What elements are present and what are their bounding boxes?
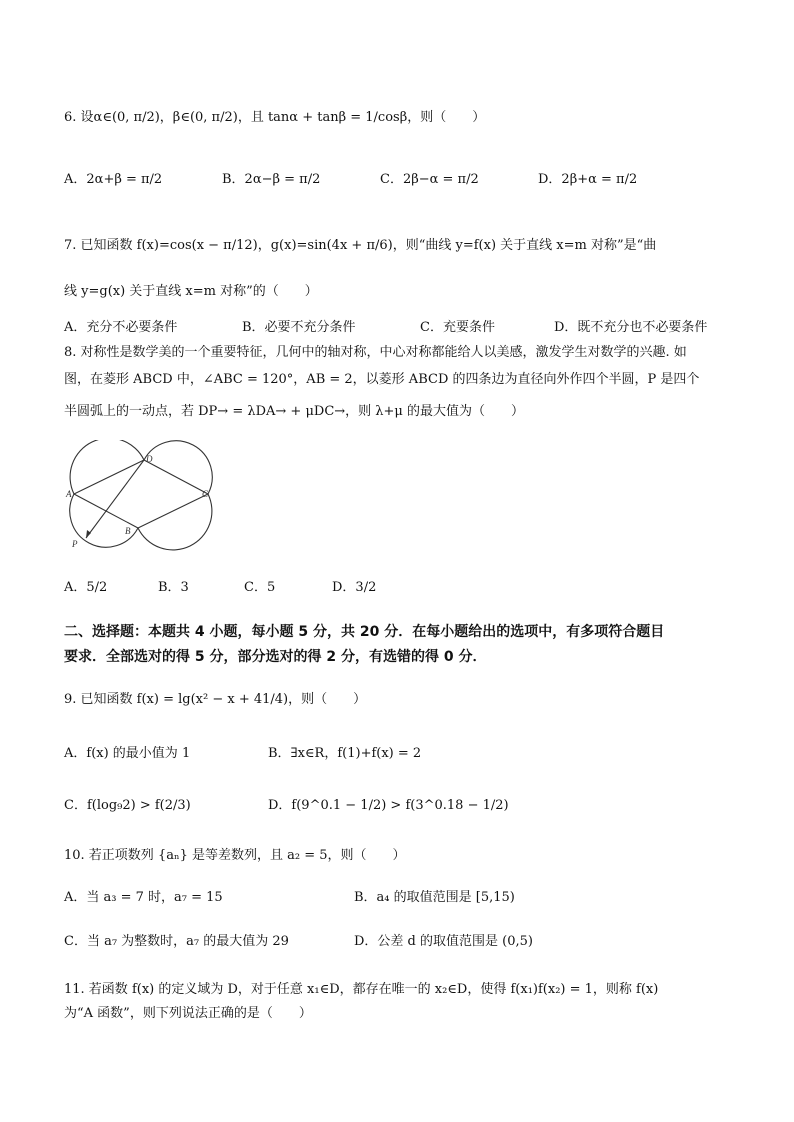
label-d: D (146, 454, 153, 464)
q7-option-c: C．充要条件 (420, 320, 495, 335)
semicircle-dc (144, 441, 212, 494)
semicircle-ad (70, 440, 144, 494)
q8-option-b: B．3 (158, 580, 189, 595)
label-a: A (66, 489, 72, 499)
q8-option-c: C．5 (244, 580, 276, 595)
section2-heading-line2: 要求．全部选对的得 5 分，部分选对的得 2 分，有选错的得 0 分． (64, 649, 487, 665)
q7-options (64, 318, 744, 338)
q8-options (64, 568, 464, 608)
q8-option-d: D．3/2 (332, 580, 377, 595)
label-c: C (202, 489, 209, 499)
q9-option-c: C．f(log₉2) > f(2/3) (64, 798, 191, 813)
q9-option-b: B．∃x∈R，f(1)+f(x) = 2 (268, 746, 422, 761)
section2-heading-line1: 二、选择题：本题共 4 小题，每小题 5 分，共 20 分．在每小题给出的选项中，有多项符合题目 (64, 624, 665, 640)
q11-stem-line1: 11. 若函数 f(x) 的定义域为 D，对于任意 x₁∈D，都存在唯一的 x₂∈D，使得 f(x₁)f(x₂) = 1，则称 f(x) (64, 982, 659, 997)
q9-options-row2 (64, 786, 664, 826)
q9-option-a: A．f(x) 的最小值为 1 (64, 746, 191, 761)
q10-option-b: B．a₄ 的取值范围是 [5,15) (354, 890, 515, 905)
q8-stem-line2: 图，在菱形 ABCD 中，∠ABC = 120°，AB = 2，以菱形 ABCD 的四条边为直径向外作四个半圆，P 是四个 (64, 372, 700, 387)
q7-stem-line2: 线 y=g(x) 关于直线 x=m 对称”的（ ） (64, 284, 318, 299)
rhombus-edge-da (74, 460, 144, 494)
label-p: P (72, 539, 78, 549)
rhombus-edge-cd (144, 460, 208, 494)
q6-option-c: C．2β−α = π/2 (380, 172, 479, 187)
q6-option-d: D．2β+α = π/2 (538, 172, 638, 187)
q6-stem: 6. 设α∈(0, π/2)，β∈(0, π/2)，且 tanα + tanβ = 1/cosβ，则（ ） (64, 110, 486, 125)
q6-options (64, 160, 744, 200)
q8-option-a: A．5/2 (64, 580, 108, 595)
semicircle-ba (70, 494, 138, 547)
q9-stem: 9. 已知函数 f(x) = lg(x² − x + 41/4)，则（ ） (64, 692, 367, 707)
q7-option-b: B．必要不充分条件 (242, 320, 356, 335)
q10-options-row1 (64, 878, 744, 918)
q6-option-b: B．2α−β = π/2 (222, 172, 321, 187)
q7-stem-line1: 7. 已知函数 f(x)=cos(x − π/12)，g(x)=sin(4x + π/6)，则“曲线 y=f(x) 关于直线 x=m 对称”是“曲 (64, 238, 657, 253)
q9-options-row1 (64, 734, 664, 774)
q10-stem: 10. 若正项数列 {aₙ} 是等差数列，且 a₂ = 5，则（ ） (64, 848, 406, 863)
q7-option-a: A．充分不必要条件 (64, 320, 178, 335)
q10-options-row2 (64, 922, 744, 962)
q7-option-d: D．既不充分也不必要条件 (554, 320, 708, 335)
q11-stem-line2: 为“A 函数”，则下列说法正确的是（ ） (64, 1006, 312, 1021)
q10-option-a: A．当 a₃ = 7 时，a₇ = 15 (64, 890, 223, 905)
q9-option-d: D．f(9^0.1 − 1/2) > f(3^0.18 − 1/2) (268, 798, 509, 813)
q8-stem-line3: 半圆弧上的一动点，若 DP→ = λDA→ + μDC→，则 λ+μ 的最大值为（ ） (64, 404, 525, 419)
vector-dp-arrowhead (86, 530, 91, 538)
label-b: B (125, 526, 131, 536)
semicircle-cb (138, 494, 212, 550)
q8-stem-line1: 8. 对称性是数学美的一个重要特征，几何中的轴对称，中心对称都能给人以美感，激发学生对数学的兴趣. 如 (64, 345, 687, 360)
q10-option-d: D．公差 d 的取值范围是 (0,5) (354, 934, 533, 949)
q6-option-a: A．2α+β = π/2 (64, 172, 163, 187)
rhombus-semicircles-figure (62, 440, 222, 552)
rhombus-edge-bc (138, 494, 208, 528)
q10-option-c: C．当 a₇ 为整数时，a₇ 的最大值为 29 (64, 934, 289, 949)
